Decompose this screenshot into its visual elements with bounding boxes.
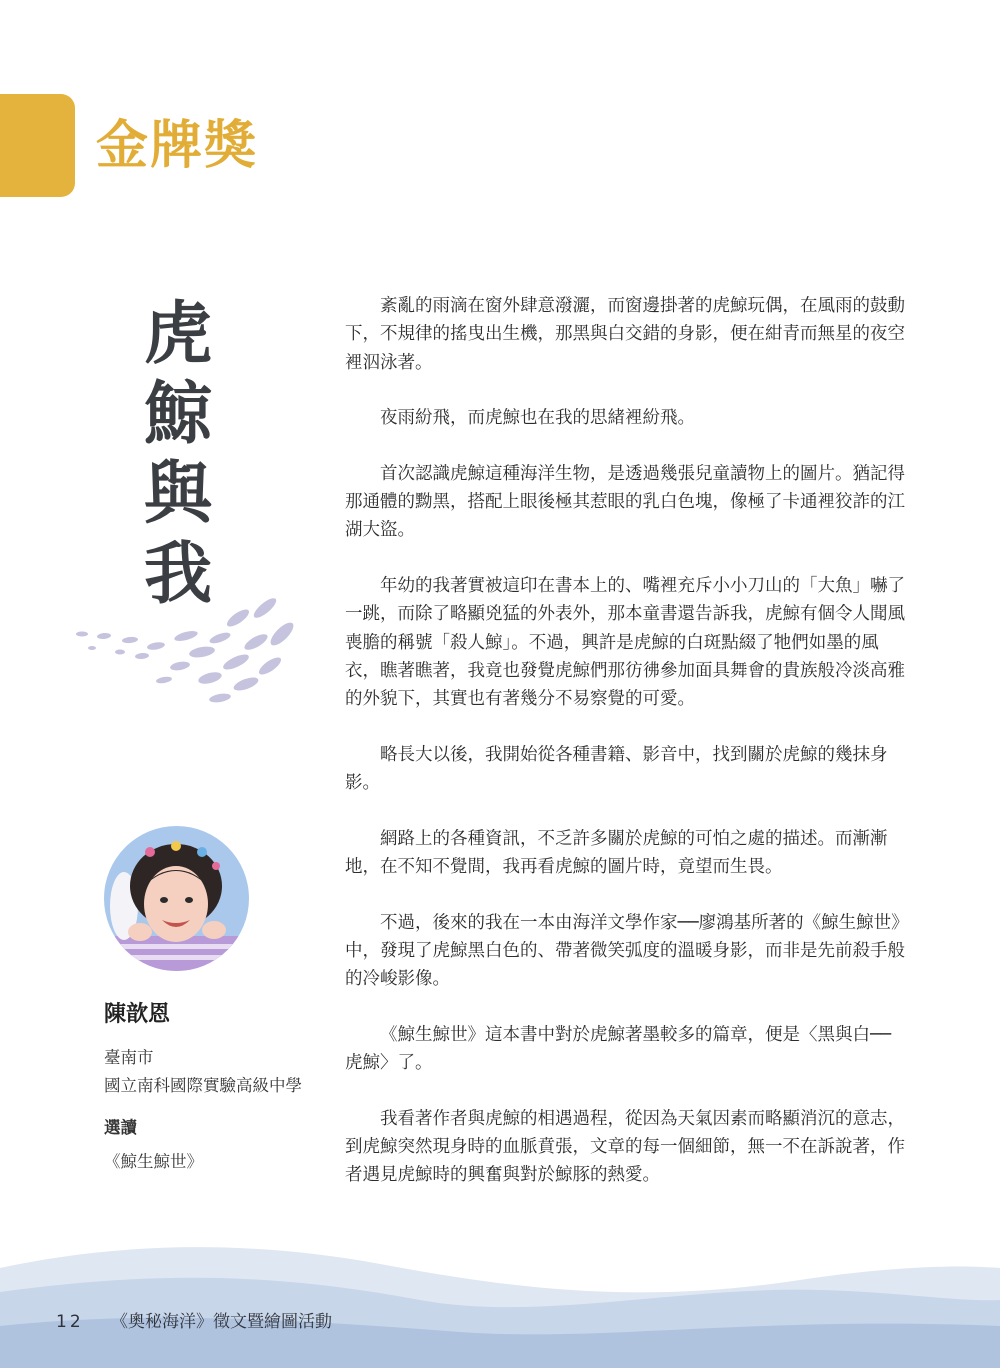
essay-title-char: 我 [143, 535, 212, 614]
essay-title-char: 鯨 [143, 375, 212, 454]
selected-book-title: 《鯨生鯨世》 [104, 1152, 203, 1171]
author-name: 陳歆恩 [104, 1002, 171, 1027]
page-footer [56, 1310, 332, 1334]
author-city: 臺南市 [104, 1048, 154, 1067]
author-school: 國立南科國際實驗高級中學 [104, 1076, 302, 1095]
portrait-illustration [104, 826, 249, 971]
essay-paragraph: 紊亂的雨滴在窗外肆意潑灑，而窗邊掛著的虎鯨玩偶，在風雨的鼓動下，不規律的搖曳出生機，那黑與白交錯的身影，便在紺青而無星的夜空裡泅泳著。 [345, 296, 905, 373]
award-tab-marker [0, 94, 75, 197]
essay-paragraph: 首次認識虎鯨這種海洋生物，是透過幾張兒童讀物上的圖片。猶記得那通體的黝黑，搭配上眼後極其惹眼的乳白色塊，像極了卡通裡狡詐的江湖大盜。 [345, 463, 905, 541]
ocean-waves-decoration [0, 1230, 1000, 1368]
essay-paragraph: 我看著作者與虎鯨的相遇過程，從因為天氣因素而略顯消沉的意志，到虎鯨突然現身時的血脈賁張，文章的每一個細節，無一不在訴說著，作者遇見虎鯨時的興奮與對於鯨豚的熱愛。 [345, 1108, 905, 1186]
essay-body [345, 292, 905, 1217]
essay-title-char: 與 [143, 455, 212, 534]
essay-title [138, 295, 218, 615]
essay-paragraph: 網路上的各種資訊，不乏許多關於虎鯨的可怕之處的描述。而漸漸地，在不知不覺間，我再看虎鯨的圖片時，竟望而生畏。 [345, 828, 888, 878]
selected-reading-label: 選讀 [104, 1118, 137, 1137]
publication-title: 《奧秘海洋》徵文暨繪圖活動 [111, 1312, 333, 1332]
essay-paragraph: 夜雨紛飛，而虎鯨也在我的思緒裡紛飛。 [380, 408, 695, 429]
author-info [104, 1044, 344, 1176]
essay-paragraph: 年幼的我著實被這印在書本上的、嘴裡充斥小小刀山的「大魚」嚇了一跳，而除了略顯兇猛的外表外，那本童書還告訴我，虎鯨有個令人聞風喪膽的稱號「殺人鯨」。不過，興許是虎鯨的白斑點綴了牠們如墨的風衣，瞧著瞧著，我竟也發覺虎鯨們那彷彿參加面具舞會的貴族般冷淡高雅的外貌下，其實也有著幾分不易察覺的可愛。 [345, 575, 905, 710]
essay-title-char: 虎 [143, 295, 212, 374]
author-photo [104, 826, 249, 971]
page-number: 12 [56, 1312, 84, 1332]
fish-school-illustration [60, 590, 310, 710]
essay-paragraph: 略長大以後，我開始從各種書籍、影音中，找到關於虎鯨的幾抹身影。 [345, 744, 888, 794]
essay-paragraph: 《鯨生鯨世》這本書中對於虎鯨著墨較多的篇章，便是〈黑與白──虎鯨〉了。 [345, 1024, 892, 1074]
award-title: 金牌獎 [96, 116, 259, 176]
essay-paragraph: 不過，後來的我在一本由海洋文學作家──廖鴻基所著的《鯨生鯨世》中，發現了虎鯨黑白色的、帶著微笑弧度的溫暖身影，而非是先前殺手般的冷峻影像。 [345, 912, 905, 990]
